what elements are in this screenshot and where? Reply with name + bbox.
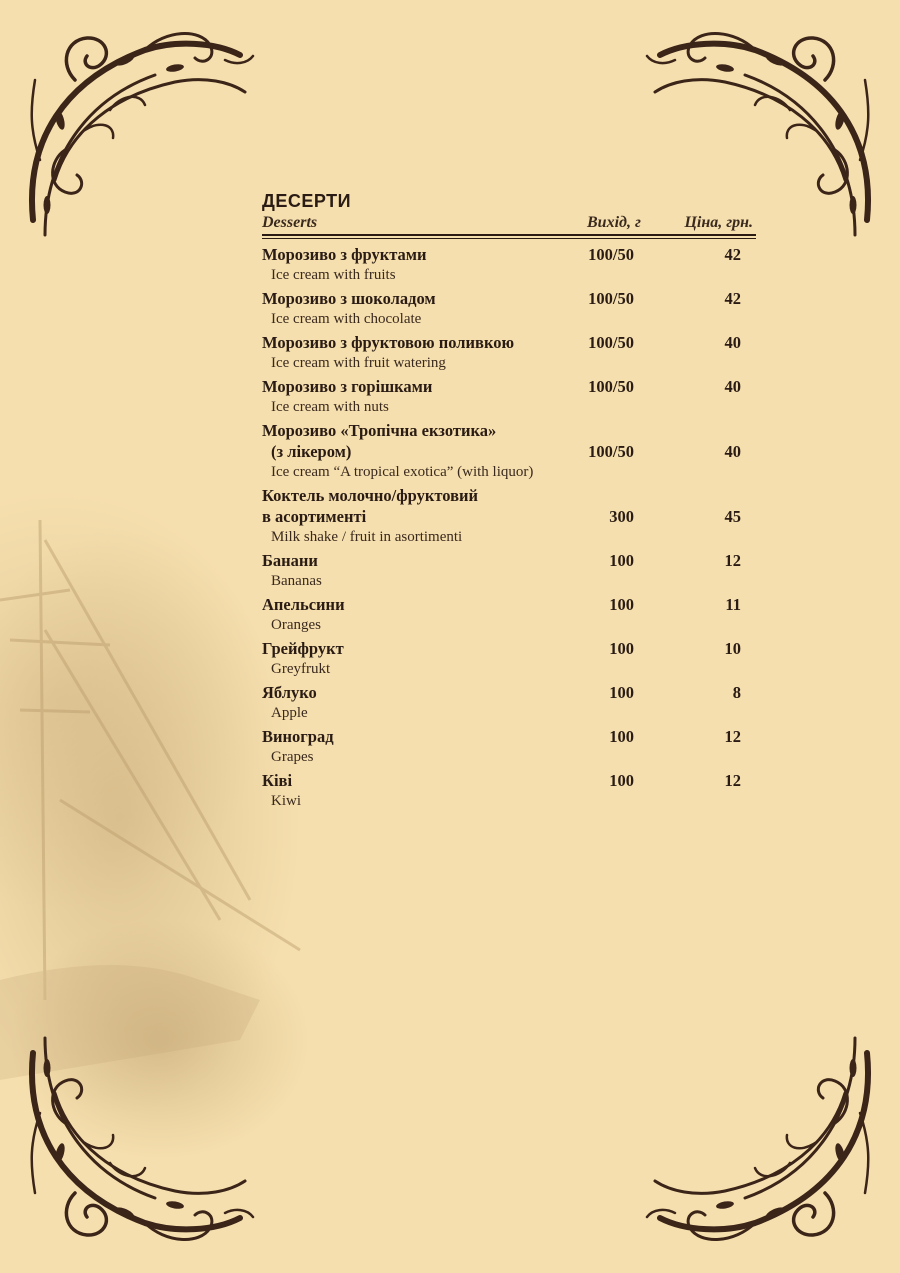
item-name: Банани <box>262 551 318 570</box>
item-weight: 100 <box>609 639 634 658</box>
item-name: Грейфрукт <box>262 639 344 658</box>
item-price: 42 <box>724 245 741 264</box>
item-weight: 300 <box>609 507 634 526</box>
item-name-continued: (з лікером) <box>271 442 352 461</box>
menu-header <box>262 212 756 234</box>
item-name-english: Bananas <box>271 573 322 589</box>
item-name: Виноград <box>262 727 334 746</box>
corner-ornament-top-left <box>25 20 255 250</box>
menu-item <box>262 726 756 767</box>
item-name: Ківі <box>262 771 293 790</box>
menu-item <box>262 332 756 373</box>
item-price: 12 <box>724 551 741 570</box>
item-name-english: Ice cream with fruits <box>271 267 396 283</box>
item-weight: 100/50 <box>588 442 634 461</box>
item-name: Коктель молочно/фруктовий <box>262 486 478 505</box>
item-name-english: Ice cream with nuts <box>271 399 389 415</box>
price-column-header: Ціна, грн. <box>684 214 753 231</box>
item-weight: 100 <box>609 595 634 614</box>
item-price: 12 <box>724 727 741 746</box>
item-weight: 100 <box>609 727 634 746</box>
section-title: ДЕСЕРТИ <box>262 191 352 211</box>
item-name: Морозиво «Тропічна екзотика» <box>262 421 497 440</box>
item-price: 40 <box>724 377 741 396</box>
menu-item <box>262 550 756 591</box>
item-weight: 100/50 <box>588 377 634 396</box>
item-name: Морозиво з горішками <box>262 377 433 396</box>
menu-item <box>262 288 756 329</box>
item-name: Морозиво з фруктами <box>262 245 427 264</box>
item-price: 42 <box>724 289 741 308</box>
menu-item <box>262 244 756 285</box>
header-rule <box>262 234 756 236</box>
item-weight: 100 <box>609 771 634 790</box>
dessert-menu <box>262 190 756 814</box>
menu-item <box>262 594 756 635</box>
item-weight: 100/50 <box>588 289 634 308</box>
corner-ornament-bottom-right <box>645 1023 875 1253</box>
item-name: Яблуко <box>262 683 317 702</box>
item-name-english: Ice cream with fruit watering <box>271 355 446 371</box>
item-name-continued: в асортименті <box>262 507 367 526</box>
corner-ornament-bottom-left <box>25 1023 255 1253</box>
item-weight: 100/50 <box>588 245 634 264</box>
item-price: 11 <box>725 595 741 614</box>
item-name-english: Ice cream with chocolate <box>271 311 422 327</box>
item-weight: 100/50 <box>588 333 634 352</box>
item-weight: 100 <box>609 551 634 570</box>
menu-item <box>262 485 756 547</box>
item-name-english: Apple <box>271 705 308 721</box>
item-name-english: Kiwi <box>271 793 301 809</box>
item-name: Морозиво з шоколадом <box>262 289 436 308</box>
item-name-english: Grapes <box>271 749 314 765</box>
item-name-english: Ice cream “A tropical exotica” (with liquor) <box>271 464 534 480</box>
item-name-english: Oranges <box>271 617 321 633</box>
menu-item <box>262 376 756 417</box>
header-rule-thin <box>262 238 756 239</box>
item-name: Морозиво з фруктовою поливкою <box>262 333 515 352</box>
item-name-english: Milk shake / fruit in asortimenti <box>271 529 463 545</box>
item-price: 12 <box>724 771 741 790</box>
item-weight: 100 <box>609 683 634 702</box>
menu-item <box>262 682 756 723</box>
item-price: 45 <box>724 507 741 526</box>
item-price: 40 <box>724 333 741 352</box>
section-subtitle: Desserts <box>262 214 318 231</box>
menu-item <box>262 638 756 679</box>
item-name-english: Greyfrukt <box>271 661 331 677</box>
item-price: 10 <box>724 639 741 658</box>
item-name: Апельсини <box>262 595 345 614</box>
item-price: 40 <box>724 442 741 461</box>
menu-item <box>262 770 756 811</box>
menu-item <box>262 420 756 482</box>
weight-column-header: Вихід, г <box>587 214 641 231</box>
item-price: 8 <box>732 683 741 702</box>
